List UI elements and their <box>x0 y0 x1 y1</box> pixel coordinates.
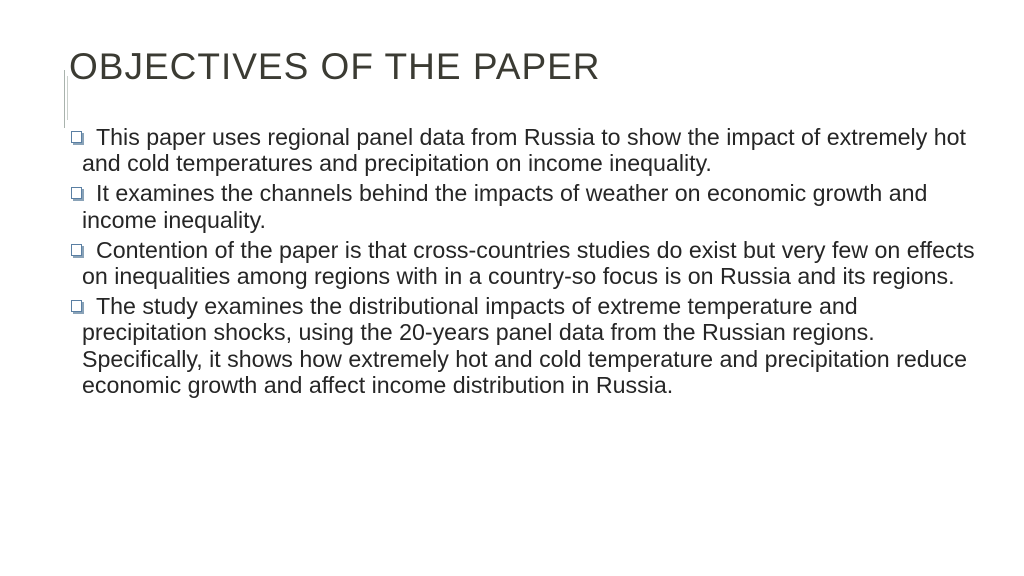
slide-title: OBJECTIVES OF THE PAPER <box>69 46 601 87</box>
bullet-item <box>76 124 976 176</box>
bullet-item <box>76 237 976 289</box>
hollow-square-bullet-icon <box>71 244 82 256</box>
bullet-text: Contention of the paper is that cross-countries studies do exist but very few on effects on inequalities among regions with in a country-so focus is on Russia and its regions. <box>82 236 975 290</box>
bullet-list <box>76 124 976 402</box>
hollow-square-bullet-icon <box>71 187 82 199</box>
bullet-item <box>76 293 976 398</box>
bullet-text: The study examines the distributional impacts of extreme temperature and precipitation shocks, using the 20-years panel data from the Russian regions. Specifically, it shows how extremely hot and cold temperature and precipitation reduce economic growth and affect income distribution in Russia. <box>82 293 968 398</box>
hollow-square-bullet-icon <box>71 131 82 143</box>
title-accent-line-secondary <box>67 76 68 120</box>
bullet-text: This paper uses regional panel data from Russia to show the impact of extremely hot and cold temperatures and precipitation on income inequality. <box>82 124 966 177</box>
hollow-square-bullet-icon <box>71 300 82 312</box>
title-accent-line <box>64 70 65 128</box>
bullet-item <box>76 180 976 232</box>
bullet-text: It examines the channels behind the impacts of weather on economic growth and income inequality. <box>82 180 928 233</box>
